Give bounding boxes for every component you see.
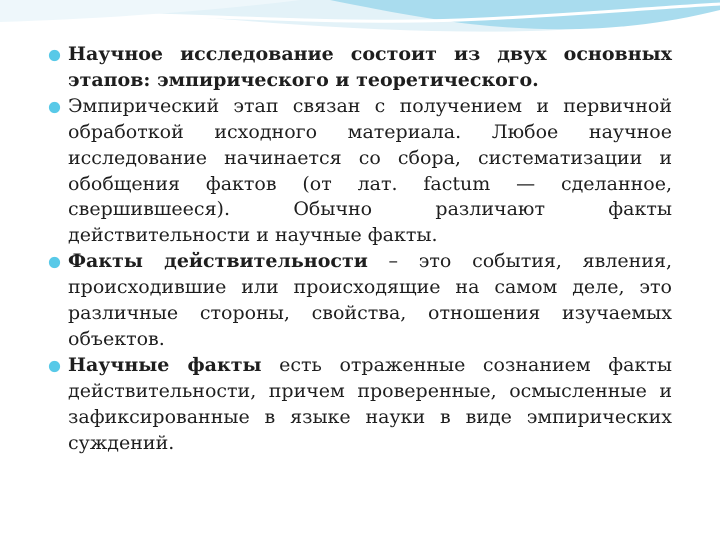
bullet-icon bbox=[48, 256, 61, 269]
item-text: – это события, явления, происходившие или происходящие на самом деле, это различные стороны, свойства, отношения изучаемых объектов. bbox=[68, 250, 672, 350]
item-text: есть отраженные сознанием факты действительности, причем проверенные, осмысленные и зафиксированные в языке науки в виде эмпирических суждений. bbox=[68, 353, 672, 454]
bullet-item-scientific-facts bbox=[48, 353, 672, 457]
bullet-icon bbox=[48, 360, 61, 373]
bullet-list bbox=[48, 42, 672, 457]
bullet-item-stages bbox=[48, 42, 672, 94]
item-term: Научные факты bbox=[68, 353, 262, 376]
bullet-item-reality-facts bbox=[48, 249, 672, 353]
bullet-icon bbox=[48, 101, 61, 114]
item-text: Эмпирический этап связан с получением и первичной обработкой исходного материала. Любое научное исследование начинается со сбора, систематизации и обобщения фактов (от лат. factum — сделанное, свершившееся). Обычно различают факты действительности и научные факты. bbox=[68, 94, 672, 247]
item-text: Научное исследование состоит из двух основных этапов: эмпирического и теоретического. bbox=[68, 43, 672, 91]
bullet-item-empirical bbox=[48, 94, 672, 249]
item-term: Факты действительности bbox=[68, 250, 368, 273]
bullet-icon bbox=[48, 49, 61, 62]
